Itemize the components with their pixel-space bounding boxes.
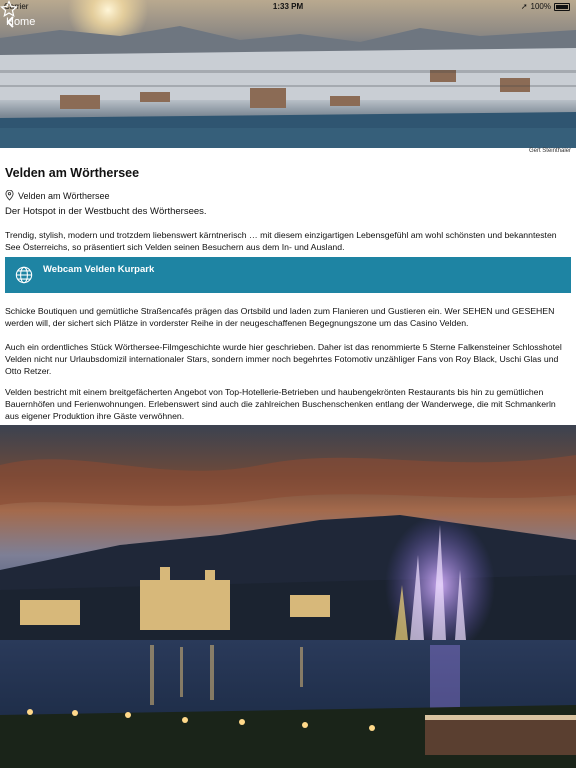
webcam-button[interactable] xyxy=(5,257,571,293)
paragraph-2: Auch ein ordentliches Stück Wörthersee-Filmgeschichte wurde hier geschrieben. Daher ist das renommierte 5 Sterne Falkensteiner Schlosshotel Velden nicht nur Urlaubsdomizil internationaler Stars, sondern immer noch begehrtes Fotomotiv unzähliger Fans von Roy Black, Uschi Glas und Otto Retzer. xyxy=(5,342,562,376)
hero-image xyxy=(0,0,576,148)
status-right xyxy=(521,2,570,11)
lake-night-scene xyxy=(0,425,576,768)
back-label: Home xyxy=(6,16,36,28)
photo-credit: Gert Steinthaler xyxy=(528,148,571,154)
location-pin-icon xyxy=(5,190,14,201)
location-row xyxy=(5,190,110,201)
paragraph-3: Velden bestricht mit einem breitgefächerten Angebot von Top-Hotellerie-Betrieben und haubengekrönten Restaurants bis hin zu gemütlichen Bauernhöfen und Ferienwohnungen. Erlebenswert sind auch die zahlreichen Buschenschenken entlang der Wanderwege, die mit Schmankerln aus eigener Produktion ihre Gäste verwöhnen. xyxy=(5,387,556,421)
globe-icon xyxy=(15,266,33,284)
star-icon[interactable] xyxy=(0,0,18,18)
hero-landscape xyxy=(0,0,576,148)
paragraph-1: Schicke Boutiquen und gemütliche Straßencafés prägen das Ortsbild und laden zum Flanieren und Gustieren ein. Wer SEHEN und GESEHEN werden will, der sichert sich Plätze in vorderster Reihe in der neugeschaffenen Begegnungszone um das Casino Velden. xyxy=(5,306,555,328)
location-label: Velden am Wörthersee xyxy=(18,190,110,201)
lake-night-image xyxy=(0,425,576,768)
clock: 1:33 PM xyxy=(272,2,304,11)
page-title: Velden am Wörthersee xyxy=(5,166,140,180)
carrier-label: Carrier xyxy=(4,2,29,11)
status-bar xyxy=(0,0,576,12)
location-arrow-icon: ➚ xyxy=(520,2,528,11)
battery-icon xyxy=(554,3,570,11)
battery-percent: 100% xyxy=(530,2,551,11)
intro-paragraph: Trendig, stylish, modern und trotzdem liebenswert kärntnerisch … mit diesem einzigartigen Lebensgefühl am wohl schönsten und bekanntesten See Österreichs, so präsentiert sich Velden seinen Besuchern aus dem In- und Ausland. xyxy=(5,230,557,252)
subtitle: Der Hotspot in der Westbucht des Wörthersees. xyxy=(5,206,207,217)
webcam-label: Webcam Velden Kurpark xyxy=(43,264,155,275)
